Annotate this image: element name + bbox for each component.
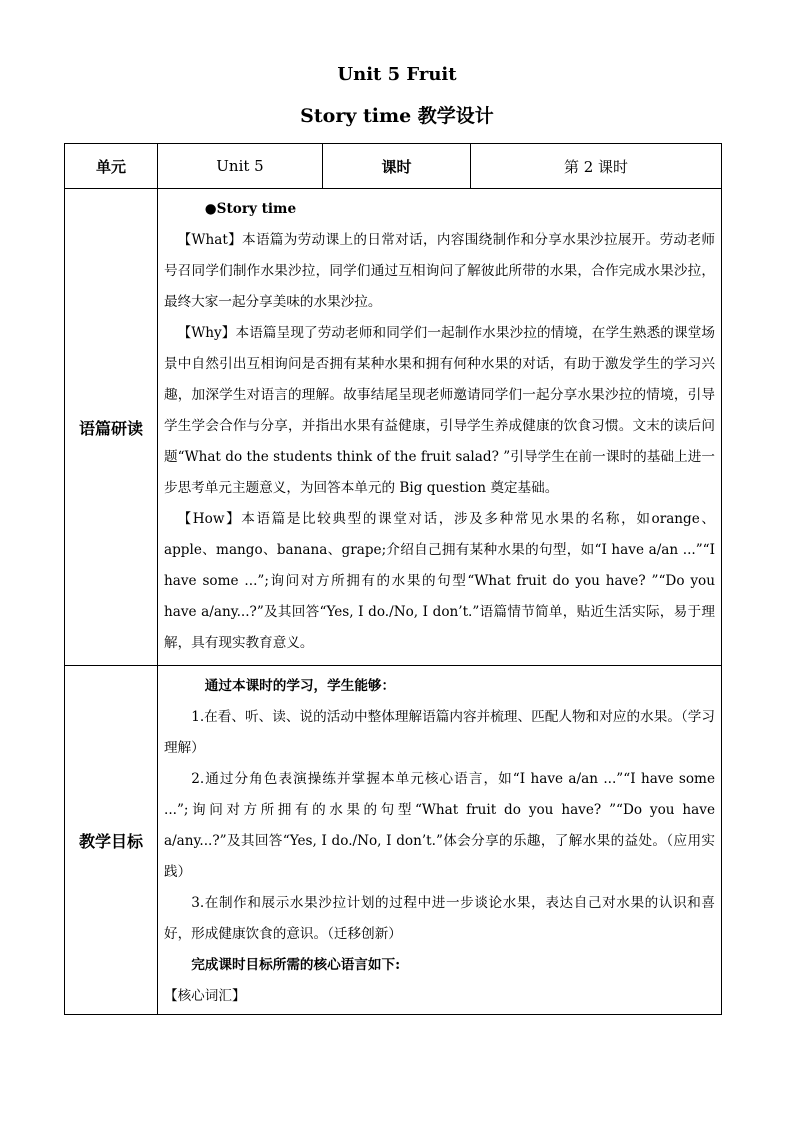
goals-intro: 通过本课时的学习，学生能够： bbox=[204, 678, 396, 694]
goals-label: 教学目标 bbox=[65, 666, 158, 1015]
goals-row bbox=[65, 666, 722, 1015]
goal-item-1: 1.在看、听、读、说的活动中整体理解语篇内容并梳理、匹配人物和对应的水果。（学习理解） bbox=[164, 709, 715, 756]
core-language-intro: 完成课时目标所需的核心语言如下: bbox=[191, 957, 401, 973]
lesson-plan-table bbox=[64, 143, 722, 1015]
how-paragraph: 【How】本语篇是比较典型的课堂对话，涉及多种常见水果的名称，如orange、 apple、mango、banana、grape;介绍自己拥有某种水果的句型，如“I have a/an ...”“I have some ...”;询问对方所拥有的水果的句型“What fruit do you have? ”“Do you have a/any...?”及其回答“Yes, I do./No, I don’t.”语篇情节简单，贴近生活实际，易于理解，具有现实教育意义。 bbox=[164, 511, 715, 651]
goal-item-3: 3.在制作和展示水果沙拉计划的过程中进一步谈论水果，表达自己对水果的认识和喜好，形成健康饮食的意识。（迁移创新） bbox=[164, 895, 715, 942]
lesson-label: 课时 bbox=[323, 144, 471, 189]
header-row bbox=[65, 144, 722, 189]
unit-label: 单元 bbox=[65, 144, 158, 189]
document-subtitle: Story time 教学设计 bbox=[300, 105, 494, 127]
goals-content bbox=[158, 666, 722, 1015]
document-title: Unit 5 Fruit bbox=[337, 64, 457, 85]
goal-item-2: 2.通过分角色表演操练并掌握本单元核心语言，如“I have a/an ...”“I have some ...”;询问对方所拥有的水果的句型“What fruit do you have? ”“Do you have a/any...?”及其回答“Yes, I do./No, I don’t.”体会分享的乐趣，了解水果的益处。（应用实践） bbox=[164, 771, 715, 880]
what-paragraph: 【What】本语篇为劳动课上的日常对话，内容围绕制作和分享水果沙拉展开。劳动老师号召同学们制作水果沙拉，同学们通过互相询问了解彼此所带的水果，合作完成水果沙拉，最终大家一起分享美味的水果沙拉。 bbox=[164, 232, 715, 310]
analysis-content bbox=[158, 189, 722, 666]
unit-value: Unit 5 bbox=[158, 144, 323, 189]
analysis-label: 语篇研读 bbox=[65, 189, 158, 666]
core-vocab-heading: 【核心词汇】 bbox=[164, 988, 246, 1004]
lesson-value: 第 2 课时 bbox=[471, 144, 722, 189]
analysis-row bbox=[65, 189, 722, 666]
story-time-heading: ●Story time bbox=[204, 201, 297, 217]
why-paragraph: 【Why】本语篇呈现了劳动老师和同学们一起制作水果沙拉的情境，在学生熟悉的课堂场景中自然引出互相询问是否拥有某种水果和拥有何种水果的对话，有助于激发学生的学习兴趣，加深学生对语言的理解。故事结尾呈现老师邀请同学们一起分享水果沙拉的情境，引导学生学会合作与分享，并指出水果有益健康，引导学生养成健康的饮食习惯。文末的读后问题“What do the students think of the fruit salad? ”引导学生在前一课时的基础上进一步思考单元主题意义，为回答本单元的 Big question 奠定基础。 bbox=[164, 325, 715, 496]
